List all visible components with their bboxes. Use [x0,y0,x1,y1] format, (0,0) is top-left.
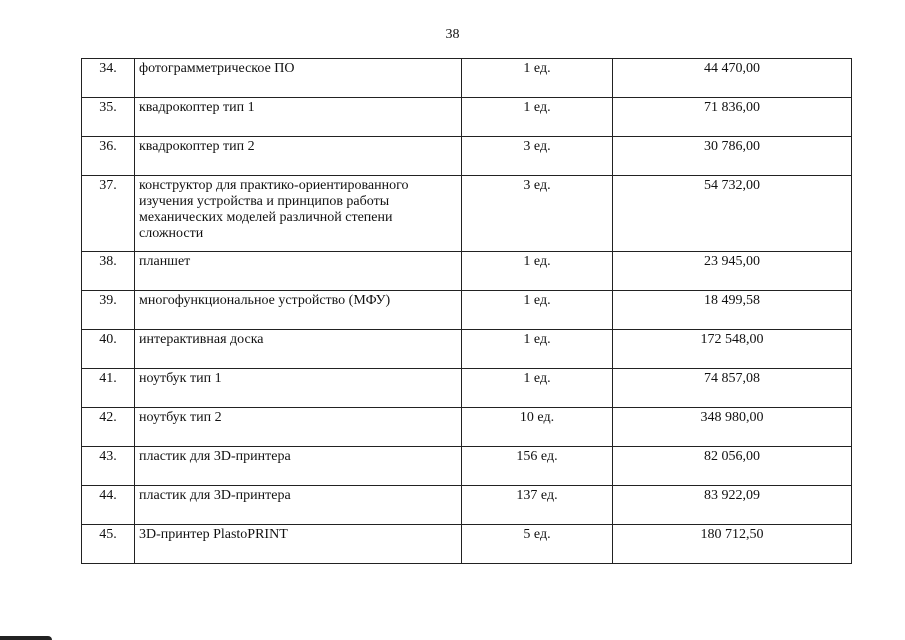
table-row [82,330,852,369]
row-number: 43. [82,447,135,486]
row-number: 40. [82,330,135,369]
item-name: ноутбук тип 2 [135,408,462,447]
item-sum: 44 470,00 [613,59,852,98]
item-name: многофункциональное устройство (МФУ) [135,291,462,330]
item-sum: 172 548,00 [613,330,852,369]
row-number: 45. [82,525,135,564]
table-row [82,291,852,330]
table-row [82,176,852,252]
table-row [82,59,852,98]
item-quantity: 1 ед. [462,59,613,98]
item-sum: 71 836,00 [613,98,852,137]
row-number: 44. [82,486,135,525]
row-number: 41. [82,369,135,408]
item-name: интерактивная доска [135,330,462,369]
row-number: 42. [82,408,135,447]
item-name: ноутбук тип 1 [135,369,462,408]
item-name: 3D-принтер PlastoPRINT [135,525,462,564]
item-name: фотограмметрическое ПО [135,59,462,98]
item-sum: 30 786,00 [613,137,852,176]
table-row [82,137,852,176]
table-row [82,98,852,137]
item-quantity: 156 ед. [462,447,613,486]
item-sum: 180 712,50 [613,525,852,564]
item-name: квадрокоптер тип 2 [135,137,462,176]
scan-edge-mark [0,636,52,640]
row-number: 38. [82,252,135,291]
item-name: конструктор для практико-ориентированного изучения устройства и принципов работы механических моделей различной степени сложности [135,176,462,252]
item-name: планшет [135,252,462,291]
row-number: 34. [82,59,135,98]
item-sum: 348 980,00 [613,408,852,447]
table-row [82,408,852,447]
item-quantity: 5 ед. [462,525,613,564]
table-row [82,525,852,564]
item-quantity: 3 ед. [462,137,613,176]
item-name: пластик для 3D-принтера [135,447,462,486]
table-row [82,369,852,408]
item-quantity: 1 ед. [462,98,613,137]
item-quantity: 1 ед. [462,252,613,291]
item-sum: 18 499,58 [613,291,852,330]
item-sum: 23 945,00 [613,252,852,291]
table-row [82,447,852,486]
item-quantity: 137 ед. [462,486,613,525]
item-sum: 83 922,09 [613,486,852,525]
item-quantity: 3 ед. [462,176,613,252]
item-name: пластик для 3D-принтера [135,486,462,525]
row-number: 35. [82,98,135,137]
page-number: 38 [445,27,460,42]
table-row [82,252,852,291]
row-number: 36. [82,137,135,176]
item-sum: 74 857,08 [613,369,852,408]
item-quantity: 1 ед. [462,291,613,330]
item-sum: 54 732,00 [613,176,852,252]
item-quantity: 1 ед. [462,369,613,408]
row-number: 39. [82,291,135,330]
table-row [82,486,852,525]
item-quantity: 10 ед. [462,408,613,447]
item-name: квадрокоптер тип 1 [135,98,462,137]
row-number: 37. [82,176,135,252]
item-sum: 82 056,00 [613,447,852,486]
items-table [81,58,852,564]
item-quantity: 1 ед. [462,330,613,369]
